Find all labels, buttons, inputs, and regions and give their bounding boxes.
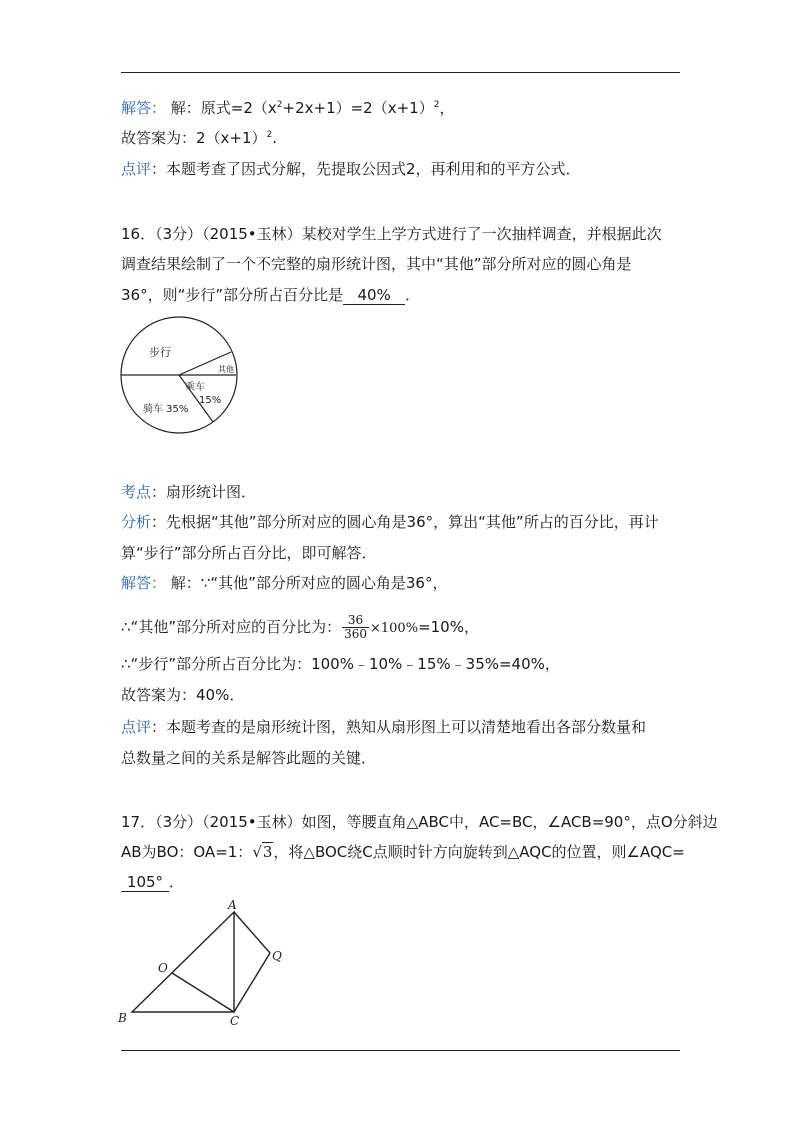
fraction-36-360 [342,614,369,641]
solution-label-2: 解答： [121,574,167,592]
q16-solution-line-1 [121,573,447,593]
point-A-label: A [228,898,237,912]
pie-chart-figure [115,312,245,442]
segment-QC [234,953,270,1012]
q16-comment-1: ：本题考查的是扇形统计图，熟知从扇形图上可以清楚地看出各部分数量和 [151,718,647,736]
q17-stem-2b: ，将△BOC绕C点顺时针方向旋转到△AQC的位置，则∠AQC= [273,843,685,861]
point-Q-label: Q [272,949,282,963]
q16-point: ：扇形统计图． [151,483,257,501]
solution-label: 解答： [121,99,167,117]
pie-label-bus-pct: 15% [199,395,222,406]
q16-point-line [121,482,256,502]
q16-stem-3b: ． [405,286,421,304]
q16-analysis-1: ：先根据“其他”部分所对应的圆心角是36°，算出“其他”所占的百分比，再计 [151,513,659,531]
q16-solution-2c: =10%， [418,618,479,636]
q16-stem-2: 调查结果绘制了一个不完整的扇形统计图，其中“其他”部分所对应的圆心角是 [121,255,632,273]
q16-stem-3a: 36°，则“步行”部分所占百分比是 [121,286,344,304]
q15-exponent-2: 2 [433,100,440,110]
sqrt-radicand: 3 [262,843,273,861]
q15-solution-c: ， [439,99,455,117]
pie-label-other: 其他 [218,365,234,374]
point-C-label: C [230,1014,240,1028]
triangle-figure [112,898,302,1028]
q17-stem-2 [121,842,685,862]
top-rule [121,72,680,73]
q17-stem-1: 17．（3分）（2015•玉林）如图，等腰直角△ABC中，AC=BC，∠ACB=90°，点O分斜边 [121,813,718,831]
q16-solution-1: 解：∵“其他”部分所对应的圆心角是36°， [166,574,448,592]
segment-OC [172,973,234,1012]
segment-AQ [234,912,270,953]
q15-solution-b: +2x+1）=2（x+1） [282,99,434,117]
q16-analysis-line-1 [121,512,659,532]
q17-stem-3 [121,872,184,892]
comment-label-2: 点评 [121,718,152,736]
bottom-rule [121,1050,680,1051]
q16-analysis-line-2: 算“步行”部分所占百分比，即可解答． [121,544,377,562]
q15-answer-a: 故答案为：2（x+1） [121,129,267,147]
q16-solution-line-2 [121,614,479,641]
point-label: 考点 [121,483,152,501]
q16-solution-line-3: ∴“步行”部分所占百分比为：100%﹣10%﹣15%﹣35%=40%， [121,655,560,673]
q16-solution-2a: ∴“其他”部分所对应的百分比为： [121,618,342,636]
triangle-ABC [132,912,234,1012]
q15-solution-line [121,98,454,121]
q16-stem-1: 16．（3分）（2015•玉林）某校对学生上学方式进行了一次抽样调查，并根据此次 [121,225,662,243]
q15-comment-line [121,159,581,179]
q15-solution-a: 解：原式=2（x [166,99,277,117]
q16-answer-line: 故答案为：40%． [121,686,245,704]
q16-answer-blank: 40% [343,287,405,305]
q16-comment-line-1 [121,717,646,737]
pie-label-walk: 步行 [149,346,171,359]
q15-answer-b: . [272,129,278,147]
analysis-label: 分析 [121,513,152,531]
q15-answer-exponent: 2 [266,130,273,140]
point-O-label: O [158,961,168,975]
q15-exponent: 2 [276,100,283,110]
comment-label: 点评 [121,160,152,178]
q15-answer-line [121,128,277,151]
q15-comment: ：本题考查了因式分解，先提取公因式2，再利用和的平方公式． [151,160,581,178]
q16-solution-2b: ×100% [370,621,419,636]
pie-label-bus: 乘车 [185,382,205,393]
fraction-numerator: 36 [342,614,369,628]
point-B-label: B [118,1011,127,1025]
q17-answer-blank: 105° [121,874,169,892]
q17-stem-3b: ． [169,873,185,891]
q17-stem-2a: AB为BO：OA=1： [121,843,253,861]
fraction-denominator: 360 [344,627,367,641]
q16-comment-line-2: 总数量之间的关系是解答此题的关键． [121,749,377,767]
pie-label-bike: 骑车 35% [143,404,189,415]
q16-stem-3 [121,285,420,305]
sqrt-3: √3 [252,843,273,861]
